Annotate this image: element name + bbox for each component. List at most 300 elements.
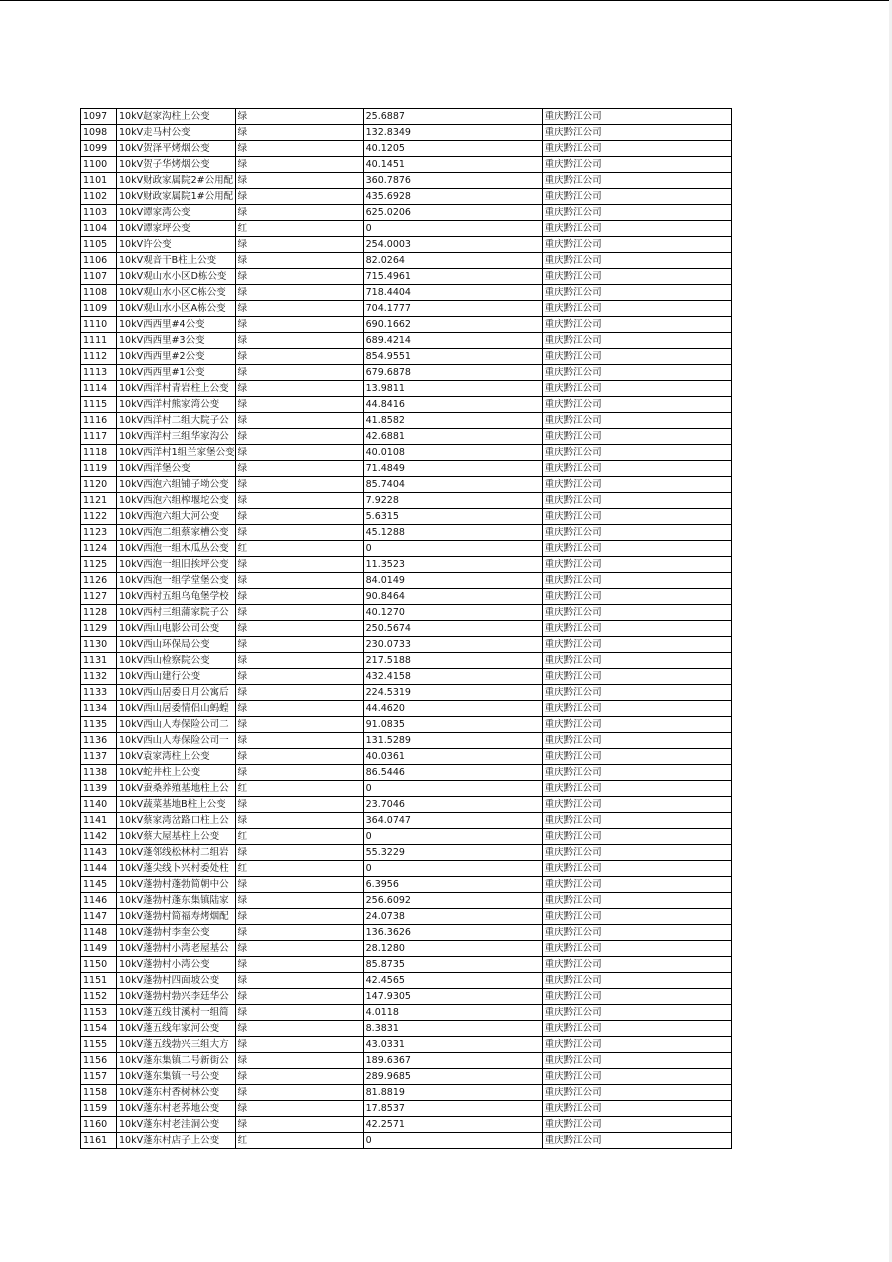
- company-cell: 重庆黔江公司: [542, 1117, 731, 1133]
- company-cell: 重庆黔江公司: [542, 493, 731, 509]
- value-cell: 289.9685: [363, 1069, 542, 1085]
- status-cell: 绿: [235, 253, 363, 269]
- table-row: [81, 605, 732, 621]
- status-cell: 红: [235, 221, 363, 237]
- row-index-cell: 1125: [81, 557, 117, 573]
- table-body: [81, 109, 732, 1149]
- status-cell: 绿: [235, 685, 363, 701]
- row-index-cell: 1129: [81, 621, 117, 637]
- value-cell: 230.0733: [363, 637, 542, 653]
- transformer-name-cell: 10kV西山建行公变: [117, 669, 236, 685]
- transformer-name-cell: 10kV西山电影公司公变: [117, 621, 236, 637]
- transformer-name-cell: 10kV蓬勃村勃兴李廷华公: [117, 989, 236, 1005]
- row-index-cell: 1100: [81, 157, 117, 173]
- row-index-cell: 1147: [81, 909, 117, 925]
- transformer-name-cell: 10kV西泡一组旧挨坪公变: [117, 557, 236, 573]
- company-cell: 重庆黔江公司: [542, 989, 731, 1005]
- transformer-name-cell: 10kV许公变: [117, 237, 236, 253]
- row-index-cell: 1128: [81, 605, 117, 621]
- transformer-name-cell: 10kV观音干B柱上公变: [117, 253, 236, 269]
- row-index-cell: 1136: [81, 733, 117, 749]
- row-index-cell: 1141: [81, 813, 117, 829]
- table-row: [81, 669, 732, 685]
- status-cell: 绿: [235, 381, 363, 397]
- value-cell: 256.6092: [363, 893, 542, 909]
- table-row: [81, 109, 732, 125]
- company-cell: 重庆黔江公司: [542, 381, 731, 397]
- transformer-name-cell: 10kV蓬勃村四面坡公变: [117, 973, 236, 989]
- value-cell: 435.6928: [363, 189, 542, 205]
- row-index-cell: 1107: [81, 269, 117, 285]
- value-cell: 250.5674: [363, 621, 542, 637]
- status-cell: 绿: [235, 317, 363, 333]
- transformer-name-cell: 10kV蓬东村香树林公变: [117, 1085, 236, 1101]
- row-index-cell: 1151: [81, 973, 117, 989]
- value-cell: 11.3523: [363, 557, 542, 573]
- table-row: [81, 445, 732, 461]
- value-cell: 136.3626: [363, 925, 542, 941]
- company-cell: 重庆黔江公司: [542, 1005, 731, 1021]
- company-cell: 重庆黔江公司: [542, 317, 731, 333]
- row-index-cell: 1103: [81, 205, 117, 221]
- transformer-name-cell: 10kV西洋村青岩柱上公变: [117, 381, 236, 397]
- value-cell: 854.9551: [363, 349, 542, 365]
- value-cell: 71.4849: [363, 461, 542, 477]
- transformer-name-cell: 10kV走马村公变: [117, 125, 236, 141]
- transformer-name-cell: 10kV蓬勃村小湾老屋基公: [117, 941, 236, 957]
- table-row: [81, 493, 732, 509]
- table-row: [81, 301, 732, 317]
- status-cell: 绿: [235, 1021, 363, 1037]
- value-cell: 131.5289: [363, 733, 542, 749]
- transformer-name-cell: 10kV蓬勃村李奎公变: [117, 925, 236, 941]
- table-row: [81, 157, 732, 173]
- value-cell: 40.1451: [363, 157, 542, 173]
- value-cell: 41.8582: [363, 413, 542, 429]
- transformer-name-cell: 10kV西西里#2公变: [117, 349, 236, 365]
- company-cell: 重庆黔江公司: [542, 829, 731, 845]
- company-cell: 重庆黔江公司: [542, 541, 731, 557]
- value-cell: 4.0118: [363, 1005, 542, 1021]
- transformer-name-cell: 10kV西山居委日月公寓后: [117, 685, 236, 701]
- transformer-name-cell: 10kV观山水小区A栋公变: [117, 301, 236, 317]
- transformer-name-cell: 10kV西西里#1公变: [117, 365, 236, 381]
- status-cell: 绿: [235, 525, 363, 541]
- value-cell: 690.1662: [363, 317, 542, 333]
- company-cell: 重庆黔江公司: [542, 717, 731, 733]
- company-cell: 重庆黔江公司: [542, 445, 731, 461]
- table-row: [81, 941, 732, 957]
- company-cell: 重庆黔江公司: [542, 1133, 731, 1149]
- status-cell: 绿: [235, 205, 363, 221]
- row-index-cell: 1150: [81, 957, 117, 973]
- status-cell: 红: [235, 541, 363, 557]
- table-row: [81, 589, 732, 605]
- status-cell: 绿: [235, 1037, 363, 1053]
- table-row: [81, 1021, 732, 1037]
- transformer-name-cell: 10kV西泡六组榨堰坨公变: [117, 493, 236, 509]
- transformer-name-cell: 10kV西洋村熊家湾公变: [117, 397, 236, 413]
- status-cell: 绿: [235, 237, 363, 253]
- status-cell: 绿: [235, 157, 363, 173]
- table-row: [81, 477, 732, 493]
- company-cell: 重庆黔江公司: [542, 861, 731, 877]
- value-cell: 23.7046: [363, 797, 542, 813]
- row-index-cell: 1154: [81, 1021, 117, 1037]
- status-cell: 绿: [235, 397, 363, 413]
- table-row: [81, 125, 732, 141]
- table-row: [81, 173, 732, 189]
- status-cell: 绿: [235, 813, 363, 829]
- row-index-cell: 1133: [81, 685, 117, 701]
- table-row: [81, 653, 732, 669]
- row-index-cell: 1104: [81, 221, 117, 237]
- status-cell: 绿: [235, 333, 363, 349]
- transformer-name-cell: 10kV西西里#4公变: [117, 317, 236, 333]
- row-index-cell: 1116: [81, 413, 117, 429]
- company-cell: 重庆黔江公司: [542, 573, 731, 589]
- status-cell: 红: [235, 861, 363, 877]
- value-cell: 45.1288: [363, 525, 542, 541]
- transformer-name-cell: 10kV西泡六组铺子坳公变: [117, 477, 236, 493]
- status-cell: 绿: [235, 909, 363, 925]
- transformer-name-cell: 10kV蓬东村老荞地公变: [117, 1101, 236, 1117]
- company-cell: 重庆黔江公司: [542, 733, 731, 749]
- table-row: [81, 829, 732, 845]
- page-top-border: [0, 0, 892, 1]
- row-index-cell: 1112: [81, 349, 117, 365]
- table-row: [81, 1085, 732, 1101]
- company-cell: 重庆黔江公司: [542, 269, 731, 285]
- value-cell: 42.6881: [363, 429, 542, 445]
- transformer-name-cell: 10kV观山水小区C栋公变: [117, 285, 236, 301]
- table-row: [81, 269, 732, 285]
- transformer-name-cell: 10kV蓬勃村蓬东集镇陆家: [117, 893, 236, 909]
- row-index-cell: 1101: [81, 173, 117, 189]
- company-cell: 重庆黔江公司: [542, 157, 731, 173]
- value-cell: 704.1777: [363, 301, 542, 317]
- company-cell: 重庆黔江公司: [542, 365, 731, 381]
- status-cell: 绿: [235, 973, 363, 989]
- company-cell: 重庆黔江公司: [542, 589, 731, 605]
- row-index-cell: 1124: [81, 541, 117, 557]
- company-cell: 重庆黔江公司: [542, 301, 731, 317]
- row-index-cell: 1157: [81, 1069, 117, 1085]
- row-index-cell: 1131: [81, 653, 117, 669]
- value-cell: 5.6315: [363, 509, 542, 525]
- table-row: [81, 973, 732, 989]
- table-row: [81, 861, 732, 877]
- status-cell: 绿: [235, 717, 363, 733]
- transformer-name-cell: 10kV蓬东村店子上公变: [117, 1133, 236, 1149]
- table-row: [81, 717, 732, 733]
- value-cell: 28.1280: [363, 941, 542, 957]
- value-cell: 6.3956: [363, 877, 542, 893]
- row-index-cell: 1158: [81, 1085, 117, 1101]
- row-index-cell: 1148: [81, 925, 117, 941]
- status-cell: 绿: [235, 765, 363, 781]
- status-cell: 绿: [235, 797, 363, 813]
- table-row: [81, 989, 732, 1005]
- table-row: [81, 845, 732, 861]
- transformer-name-cell: 10kV西洋村二组大院子公: [117, 413, 236, 429]
- status-cell: 绿: [235, 589, 363, 605]
- company-cell: 重庆黔江公司: [542, 1085, 731, 1101]
- value-cell: 718.4404: [363, 285, 542, 301]
- table-row: [81, 141, 732, 157]
- company-cell: 重庆黔江公司: [542, 781, 731, 797]
- row-index-cell: 1135: [81, 717, 117, 733]
- table-row: [81, 509, 732, 525]
- table-row: [81, 637, 732, 653]
- table-row: [81, 797, 732, 813]
- company-cell: 重庆黔江公司: [542, 797, 731, 813]
- table-row: [81, 957, 732, 973]
- status-cell: 绿: [235, 749, 363, 765]
- value-cell: 217.5188: [363, 653, 542, 669]
- value-cell: 40.0108: [363, 445, 542, 461]
- value-cell: 254.0003: [363, 237, 542, 253]
- transformer-name-cell: 10kV谭家湾公变: [117, 205, 236, 221]
- status-cell: 绿: [235, 109, 363, 125]
- row-index-cell: 1159: [81, 1101, 117, 1117]
- row-index-cell: 1114: [81, 381, 117, 397]
- value-cell: 25.6887: [363, 109, 542, 125]
- transformer-name-cell: 10kV观山水小区D栋公变: [117, 269, 236, 285]
- company-cell: 重庆黔江公司: [542, 557, 731, 573]
- value-cell: 0: [363, 221, 542, 237]
- company-cell: 重庆黔江公司: [542, 685, 731, 701]
- status-cell: 绿: [235, 445, 363, 461]
- value-cell: 24.0738: [363, 909, 542, 925]
- transformer-name-cell: 10kV西山环保局公变: [117, 637, 236, 653]
- row-index-cell: 1140: [81, 797, 117, 813]
- row-index-cell: 1130: [81, 637, 117, 653]
- transformer-name-cell: 10kV蓬邻线松林村二组岩: [117, 845, 236, 861]
- status-cell: 绿: [235, 301, 363, 317]
- status-cell: 绿: [235, 493, 363, 509]
- row-index-cell: 1122: [81, 509, 117, 525]
- value-cell: 43.0331: [363, 1037, 542, 1053]
- status-cell: 绿: [235, 1005, 363, 1021]
- status-cell: 绿: [235, 701, 363, 717]
- value-cell: 224.5319: [363, 685, 542, 701]
- transformer-name-cell: 10kV西西里#3公变: [117, 333, 236, 349]
- transformer-name-cell: 10kV蓬勃村蓬勃简朝中公: [117, 877, 236, 893]
- row-index-cell: 1115: [81, 397, 117, 413]
- company-cell: 重庆黔江公司: [542, 189, 731, 205]
- value-cell: 17.8537: [363, 1101, 542, 1117]
- company-cell: 重庆黔江公司: [542, 909, 731, 925]
- row-index-cell: 1098: [81, 125, 117, 141]
- value-cell: 432.4158: [363, 669, 542, 685]
- table-row: [81, 1069, 732, 1085]
- row-index-cell: 1153: [81, 1005, 117, 1021]
- transformer-name-cell: 10kV蛇井柱上公变: [117, 765, 236, 781]
- company-cell: 重庆黔江公司: [542, 765, 731, 781]
- value-cell: 360.7876: [363, 173, 542, 189]
- row-index-cell: 1108: [81, 285, 117, 301]
- transformer-name-cell: 10kV西山人寿保险公司一: [117, 733, 236, 749]
- row-index-cell: 1120: [81, 477, 117, 493]
- status-cell: 红: [235, 781, 363, 797]
- company-cell: 重庆黔江公司: [542, 653, 731, 669]
- status-cell: 绿: [235, 477, 363, 493]
- transformer-name-cell: 10kV谭家坪公变: [117, 221, 236, 237]
- table-row: [81, 877, 732, 893]
- transformer-name-cell: 10kV蓬勃村小湾公变: [117, 957, 236, 973]
- row-index-cell: 1127: [81, 589, 117, 605]
- value-cell: 81.8819: [363, 1085, 542, 1101]
- company-cell: 重庆黔江公司: [542, 893, 731, 909]
- company-cell: 重庆黔江公司: [542, 429, 731, 445]
- value-cell: 82.0264: [363, 253, 542, 269]
- company-cell: 重庆黔江公司: [542, 253, 731, 269]
- company-cell: 重庆黔江公司: [542, 1021, 731, 1037]
- row-index-cell: 1113: [81, 365, 117, 381]
- company-cell: 重庆黔江公司: [542, 1053, 731, 1069]
- row-index-cell: 1099: [81, 141, 117, 157]
- table-row: [81, 541, 732, 557]
- row-index-cell: 1097: [81, 109, 117, 125]
- status-cell: 红: [235, 1133, 363, 1149]
- company-cell: 重庆黔江公司: [542, 525, 731, 541]
- status-cell: 绿: [235, 1085, 363, 1101]
- company-cell: 重庆黔江公司: [542, 509, 731, 525]
- company-cell: 重庆黔江公司: [542, 925, 731, 941]
- transformer-name-cell: 10kV西洋村三组华家沟公: [117, 429, 236, 445]
- table-row: [81, 461, 732, 477]
- row-index-cell: 1142: [81, 829, 117, 845]
- status-cell: 绿: [235, 125, 363, 141]
- value-cell: 7.9228: [363, 493, 542, 509]
- value-cell: 40.0361: [363, 749, 542, 765]
- row-index-cell: 1126: [81, 573, 117, 589]
- table-row: [81, 749, 732, 765]
- company-cell: 重庆黔江公司: [542, 973, 731, 989]
- transformer-name-cell: 10kV袁家湾柱上公变: [117, 749, 236, 765]
- transformer-name-cell: 10kV蓬勃村简福寿烤烟配: [117, 909, 236, 925]
- status-cell: 绿: [235, 285, 363, 301]
- transformer-name-cell: 10kV西山人寿保险公司二: [117, 717, 236, 733]
- transformer-name-cell: 10kV西山居委情侣山蚂蝗: [117, 701, 236, 717]
- value-cell: 0: [363, 861, 542, 877]
- value-cell: 55.3229: [363, 845, 542, 861]
- value-cell: 44.8416: [363, 397, 542, 413]
- transformer-name-cell: 10kV蔬菜基地B柱上公变: [117, 797, 236, 813]
- transformer-name-cell: 10kV西洋堡公变: [117, 461, 236, 477]
- transformer-name-cell: 10kV蓬尖线卜兴村委处柱: [117, 861, 236, 877]
- transformer-name-cell: 10kV蓬五线甘溪村一组简: [117, 1005, 236, 1021]
- table-row: [81, 381, 732, 397]
- row-index-cell: 1139: [81, 781, 117, 797]
- value-cell: 42.4565: [363, 973, 542, 989]
- value-cell: 689.4214: [363, 333, 542, 349]
- table-row: [81, 1117, 732, 1133]
- value-cell: 625.0206: [363, 205, 542, 221]
- value-cell: 679.6878: [363, 365, 542, 381]
- row-index-cell: 1137: [81, 749, 117, 765]
- table-row: [81, 701, 732, 717]
- transformer-name-cell: 10kV西泡二组蔡家槽公变: [117, 525, 236, 541]
- status-cell: 绿: [235, 941, 363, 957]
- company-cell: 重庆黔江公司: [542, 173, 731, 189]
- table-row: [81, 349, 732, 365]
- table-row: [81, 557, 732, 573]
- company-cell: 重庆黔江公司: [542, 461, 731, 477]
- table-row: [81, 317, 732, 333]
- value-cell: 40.1205: [363, 141, 542, 157]
- row-index-cell: 1132: [81, 669, 117, 685]
- table-row: [81, 813, 732, 829]
- status-cell: 绿: [235, 669, 363, 685]
- company-cell: 重庆黔江公司: [542, 349, 731, 365]
- row-index-cell: 1117: [81, 429, 117, 445]
- transformer-name-cell: 10kV蚕桑养殖基地柱上公: [117, 781, 236, 797]
- value-cell: 0: [363, 829, 542, 845]
- status-cell: 绿: [235, 429, 363, 445]
- status-cell: 绿: [235, 1053, 363, 1069]
- row-index-cell: 1156: [81, 1053, 117, 1069]
- table-row: [81, 1037, 732, 1053]
- company-cell: 重庆黔江公司: [542, 221, 731, 237]
- row-index-cell: 1123: [81, 525, 117, 541]
- table-row: [81, 893, 732, 909]
- company-cell: 重庆黔江公司: [542, 813, 731, 829]
- status-cell: 绿: [235, 925, 363, 941]
- table-row: [81, 413, 732, 429]
- transformer-name-cell: 10kV财政家属院1#公用配: [117, 189, 236, 205]
- status-cell: 绿: [235, 573, 363, 589]
- row-index-cell: 1145: [81, 877, 117, 893]
- row-index-cell: 1161: [81, 1133, 117, 1149]
- table-row: [81, 765, 732, 781]
- company-cell: 重庆黔江公司: [542, 125, 731, 141]
- table-row: [81, 429, 732, 445]
- status-cell: 绿: [235, 877, 363, 893]
- status-cell: 绿: [235, 365, 363, 381]
- transformer-name-cell: 10kV西泡一组木瓜丛公变: [117, 541, 236, 557]
- table-row: [81, 333, 732, 349]
- company-cell: 重庆黔江公司: [542, 845, 731, 861]
- status-cell: 绿: [235, 461, 363, 477]
- value-cell: 42.2571: [363, 1117, 542, 1133]
- company-cell: 重庆黔江公司: [542, 1101, 731, 1117]
- company-cell: 重庆黔江公司: [542, 109, 731, 125]
- company-cell: 重庆黔江公司: [542, 413, 731, 429]
- row-index-cell: 1134: [81, 701, 117, 717]
- value-cell: 84.0149: [363, 573, 542, 589]
- company-cell: 重庆黔江公司: [542, 957, 731, 973]
- status-cell: 绿: [235, 1069, 363, 1085]
- table-row: [81, 925, 732, 941]
- status-cell: 绿: [235, 957, 363, 973]
- table-row: [81, 909, 732, 925]
- transformer-name-cell: 10kV蔡大屋基柱上公变: [117, 829, 236, 845]
- transformer-name-cell: 10kV西山检察院公变: [117, 653, 236, 669]
- company-cell: 重庆黔江公司: [542, 605, 731, 621]
- transformer-name-cell: 10kV贺子华烤烟公变: [117, 157, 236, 173]
- status-cell: 绿: [235, 637, 363, 653]
- row-index-cell: 1111: [81, 333, 117, 349]
- value-cell: 86.5446: [363, 765, 542, 781]
- transformer-name-cell: 10kV蓬东集镇一号公变: [117, 1069, 236, 1085]
- company-cell: 重庆黔江公司: [542, 749, 731, 765]
- table-row: [81, 221, 732, 237]
- company-cell: 重庆黔江公司: [542, 205, 731, 221]
- table-row: [81, 1053, 732, 1069]
- transformer-name-cell: 10kV蓬五线勃兴三组大方: [117, 1037, 236, 1053]
